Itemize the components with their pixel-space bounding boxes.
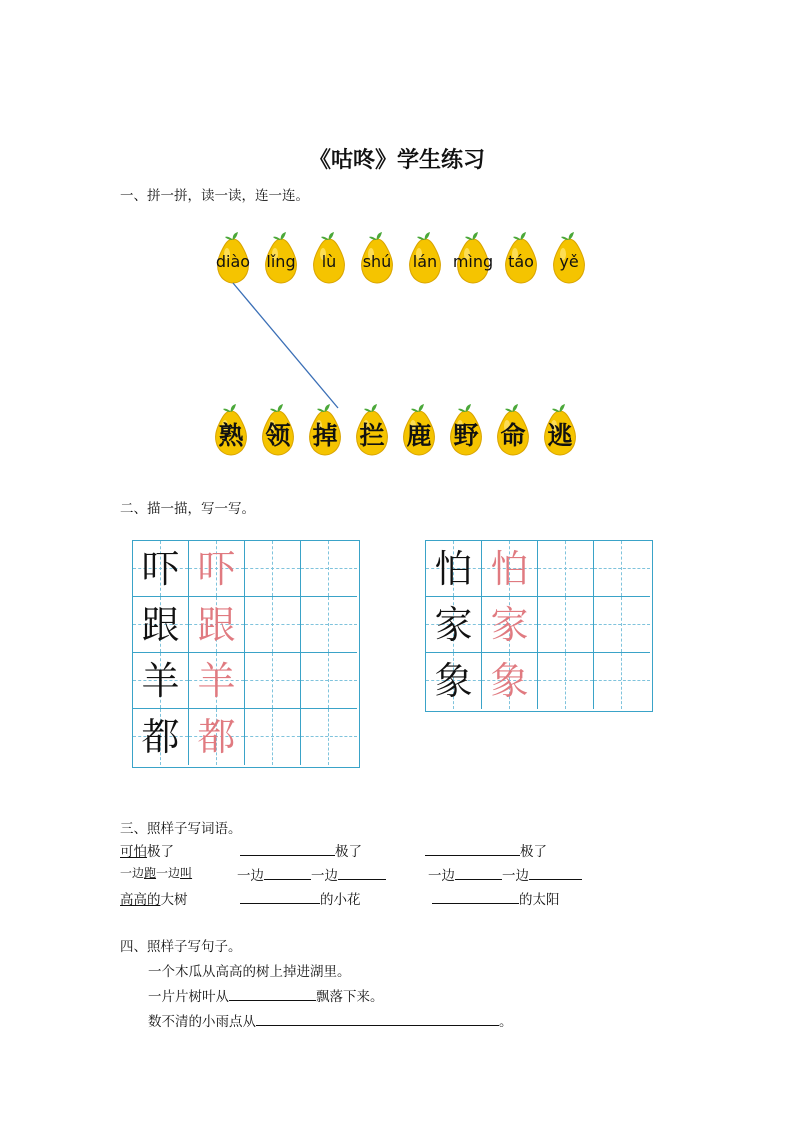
model-character: 羊 xyxy=(141,659,180,703)
page-title: 《咕咚》学生练习 xyxy=(308,148,485,173)
example-underlined: 叫 xyxy=(180,866,193,880)
trace-character: 怕 xyxy=(490,547,529,591)
word-part: 一边 xyxy=(428,868,455,884)
word-example-2 xyxy=(120,864,192,881)
trace-cell xyxy=(482,653,538,709)
answer-blank[interactable] xyxy=(432,889,519,904)
practice-cell[interactable] xyxy=(538,541,594,597)
model-character: 都 xyxy=(141,715,180,759)
example-underlined: 高高的 xyxy=(120,892,161,908)
pinyin-label: diào xyxy=(215,252,251,271)
writing-grid-right xyxy=(425,540,653,712)
model-cell xyxy=(133,541,189,597)
answer-blank[interactable] xyxy=(229,986,316,1001)
character-label: 熟 xyxy=(218,421,244,450)
answer-blank[interactable] xyxy=(425,841,520,856)
word-suffix: 极了 xyxy=(520,844,547,860)
answer-blank[interactable] xyxy=(240,889,320,904)
trace-character: 羊 xyxy=(197,659,236,703)
practice-cell[interactable] xyxy=(594,541,650,597)
trace-character: 跟 xyxy=(197,603,236,647)
word-suffix: 的小花 xyxy=(320,892,361,908)
word-part: 一边 xyxy=(311,868,338,884)
word-blank-6 xyxy=(432,888,560,908)
character-label: 野 xyxy=(453,421,479,450)
word-blank-4 xyxy=(428,864,582,884)
pinyin-label: lù xyxy=(321,252,337,271)
connector-line xyxy=(0,0,794,500)
trace-character: 象 xyxy=(490,659,529,703)
sentence-exercise-1 xyxy=(148,985,384,1005)
word-blank-2 xyxy=(425,840,547,860)
pinyin-label: lǐng xyxy=(266,252,296,271)
character-label: 命 xyxy=(500,421,526,450)
trace-cell xyxy=(482,597,538,653)
model-character: 家 xyxy=(434,603,473,647)
example-suffix: 极了 xyxy=(147,844,174,860)
practice-cell[interactable] xyxy=(245,541,301,597)
section4-heading: 四、照样子写句子。 xyxy=(120,939,242,955)
answer-blank[interactable] xyxy=(264,865,311,880)
answer-blank[interactable] xyxy=(529,865,582,880)
pinyin-label: táo xyxy=(508,252,534,271)
pinyin-label: lán xyxy=(412,252,438,271)
model-cell xyxy=(426,597,482,653)
trace-character: 吓 xyxy=(197,547,236,591)
model-character: 吓 xyxy=(141,547,180,591)
sentence-example: 一个木瓜从高高的树上掉进湖里。 xyxy=(148,964,351,980)
word-example-1 xyxy=(120,840,174,860)
character-label: 领 xyxy=(265,421,291,450)
answer-blank[interactable] xyxy=(256,1011,499,1026)
trace-cell xyxy=(189,597,245,653)
answer-blank[interactable] xyxy=(240,841,335,856)
example-underlined: 可怕 xyxy=(120,844,147,860)
practice-cell[interactable] xyxy=(301,709,357,765)
writing-grid-left xyxy=(132,540,360,768)
model-cell xyxy=(133,709,189,765)
practice-cell[interactable] xyxy=(538,597,594,653)
section2-heading: 二、描一描，写一写。 xyxy=(120,501,255,517)
example-part: 一边 xyxy=(120,866,145,880)
example-underlined: 跑 xyxy=(144,866,157,880)
sentence-exercise-2 xyxy=(148,1010,513,1030)
model-character: 象 xyxy=(434,659,473,703)
word-part: 一边 xyxy=(502,868,529,884)
word-part: 一边 xyxy=(237,868,264,884)
practice-cell[interactable] xyxy=(245,709,301,765)
example-part: 一边 xyxy=(156,866,181,880)
practice-cell[interactable] xyxy=(301,541,357,597)
practice-cell[interactable] xyxy=(301,653,357,709)
character-label: 拦 xyxy=(359,421,385,450)
section3-heading: 三、照样子写词语。 xyxy=(120,821,242,837)
pinyin-label: yě xyxy=(559,252,579,271)
word-blank-3 xyxy=(237,864,386,884)
practice-cell[interactable] xyxy=(301,597,357,653)
answer-blank[interactable] xyxy=(455,865,502,880)
trace-cell xyxy=(189,653,245,709)
character-label: 掉 xyxy=(312,421,338,450)
word-blank-1 xyxy=(240,840,362,860)
model-character: 怕 xyxy=(434,547,473,591)
character-label: 逃 xyxy=(547,421,573,450)
word-suffix: 极了 xyxy=(335,844,362,860)
trace-character: 都 xyxy=(197,715,236,759)
trace-character: 家 xyxy=(490,603,529,647)
trace-cell xyxy=(482,541,538,597)
word-blank-5 xyxy=(240,888,361,908)
practice-cell[interactable] xyxy=(245,597,301,653)
sentence-part: 数不清的小雨点从 xyxy=(148,1014,256,1030)
word-example-3 xyxy=(120,888,188,908)
answer-blank[interactable] xyxy=(338,865,386,880)
sentence-part: 一片片树叶从 xyxy=(148,989,229,1005)
pinyin-label: shú xyxy=(362,252,392,271)
section1-heading: 一、拼一拼，读一读，连一连。 xyxy=(120,188,309,204)
practice-cell[interactable] xyxy=(594,597,650,653)
trace-cell xyxy=(189,541,245,597)
practice-cell[interactable] xyxy=(538,653,594,709)
word-suffix: 的太阳 xyxy=(519,892,560,908)
model-character: 跟 xyxy=(141,603,180,647)
sentence-part: 。 xyxy=(499,1014,513,1030)
model-cell xyxy=(133,597,189,653)
model-cell xyxy=(426,541,482,597)
model-cell xyxy=(133,653,189,709)
example-suffix: 大树 xyxy=(160,892,188,908)
character-label: 鹿 xyxy=(406,421,432,450)
trace-cell xyxy=(189,709,245,765)
practice-cell[interactable] xyxy=(245,653,301,709)
pinyin-label: mìng xyxy=(452,252,494,271)
sentence-part: 飘落下来。 xyxy=(316,989,384,1005)
practice-cell[interactable] xyxy=(594,653,650,709)
model-cell xyxy=(426,653,482,709)
